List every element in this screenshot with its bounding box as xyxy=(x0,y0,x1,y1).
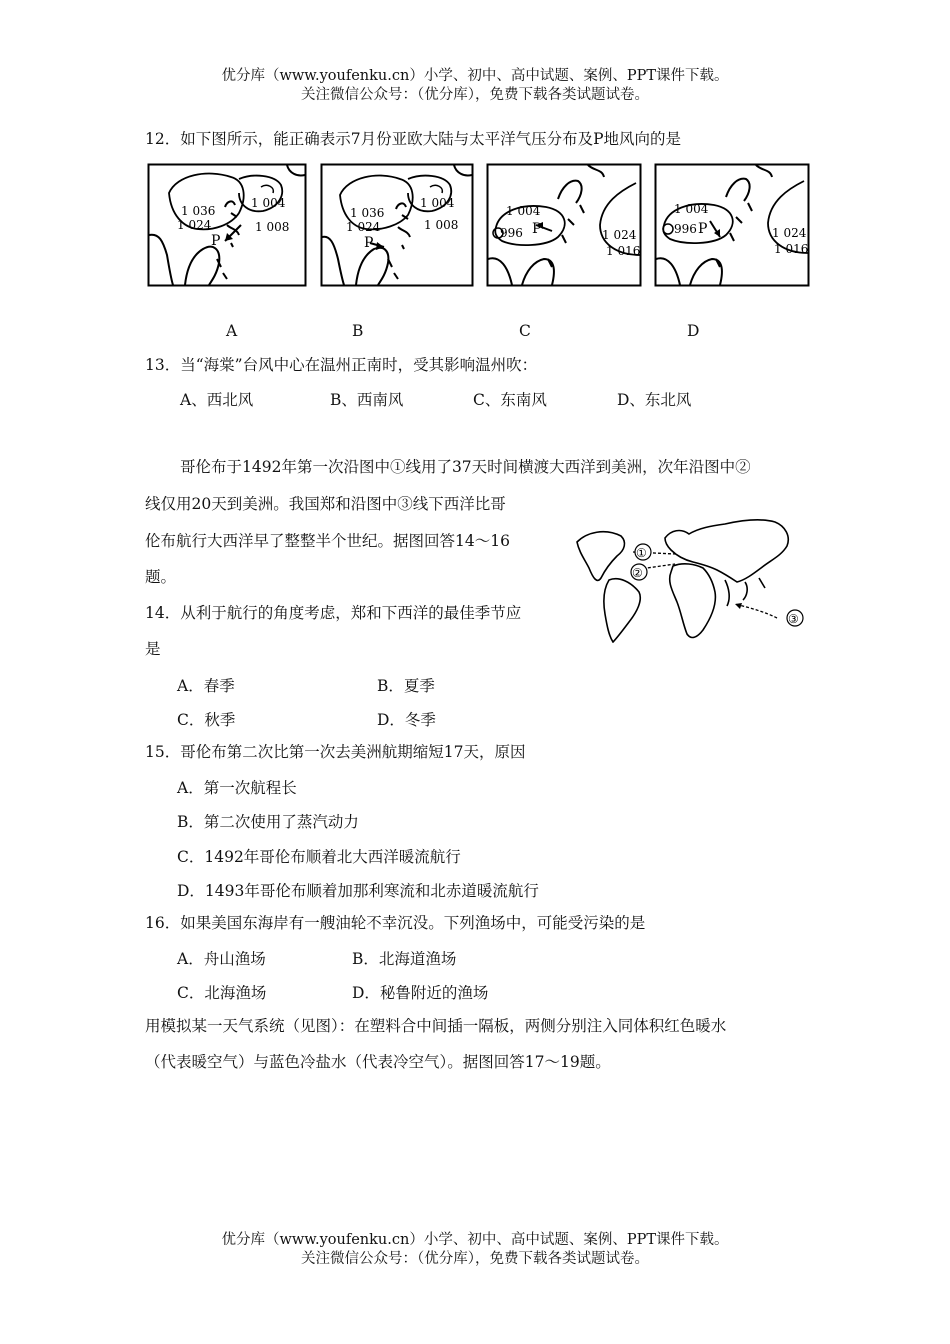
q14-option-b: B．夏季 xyxy=(377,677,435,695)
q16-option-c: C．北海渔场 xyxy=(177,984,267,1002)
map-a-label-2: 1 024 xyxy=(177,218,212,232)
map-b-label-p: P xyxy=(364,235,374,251)
q16-stem: 16．如果美国东海岸有一艘油轮不幸沉没。下列渔场中，可能受污染的是 xyxy=(145,914,646,932)
q13-option-d: D、东北风 xyxy=(617,391,692,409)
map-a-label-4: 1 008 xyxy=(255,220,290,234)
q15-stem: 15．哥伦布第二次比第一次去美洲航期缩短17天，原因 xyxy=(145,743,526,761)
passage-line-4: 题。 xyxy=(145,568,177,586)
q15-option-d: D．1493年哥伦布顺着加那利寒流和北赤道暖流航行 xyxy=(177,882,539,900)
map-letter-d: D xyxy=(687,322,700,340)
q15-option-c: C．1492年哥伦布顺着北大西洋暖流航行 xyxy=(177,848,461,866)
passage-line-3: 伦布航行大西洋早了整整半个世纪。据图回答14～16 xyxy=(145,532,510,550)
map-letter-a: A xyxy=(226,322,238,340)
header-line-2: 关注微信公众号：（优分库），免费下载各类试题试卷。 xyxy=(301,87,649,103)
q17-intro-line-1: 用模拟某一天气系统（见图）：在塑料合中间插一隔板，两侧分别注入同体积红色暖水 xyxy=(145,1017,727,1035)
map-d-label-1: 1 004 xyxy=(674,202,709,216)
map-d-label-p: P xyxy=(698,221,708,237)
q15-option-a: A．第一次航程长 xyxy=(177,779,297,797)
map-b-label-2: 1 024 xyxy=(346,220,381,234)
map-c-label-3: 1 024 xyxy=(602,228,637,242)
map-c-label-2: 996 xyxy=(500,226,523,240)
footer-line-2: 关注微信公众号：（优分库），免费下载各类试题试卷。 xyxy=(301,1251,649,1267)
passage-line-1: 哥伦布于1492年第一次沿图中①线用了37天时间横渡大西洋到美洲，次年沿图中② xyxy=(180,458,751,476)
pressure-map-a xyxy=(147,163,307,287)
q13-stem: 13．当“海棠”台风中心在温州正南时，受其影响温州吹： xyxy=(145,356,538,374)
route-label-3: ③ xyxy=(788,612,799,626)
route-label-1: ① xyxy=(636,546,647,560)
map-letter-c: C xyxy=(519,322,531,340)
map-a-label-1: 1 036 xyxy=(181,204,216,218)
pressure-map-b xyxy=(320,163,474,287)
q16-option-a: A．舟山渔场 xyxy=(177,950,266,968)
pressure-map-c xyxy=(486,163,642,287)
map-b-label-3: 1 004 xyxy=(420,196,455,210)
footer-line-1: 优分库（www.youfenku.cn）小学、初中、高中试题、案例、PPT课件下载。 xyxy=(221,1232,729,1248)
q14-stem-line-2: 是 xyxy=(145,640,161,658)
map-c-label-p: P xyxy=(532,221,542,237)
map-letter-b: B xyxy=(352,322,364,340)
map-d-label-4: 1 016 xyxy=(774,242,809,256)
q14-stem-line-1: 14．从利于航行的角度考虑，郑和下西洋的最佳季节应 xyxy=(145,604,522,622)
map-d-label-2: 996 xyxy=(674,222,697,236)
q16-option-b: B．北海道渔场 xyxy=(352,950,457,968)
q14-option-d: D．冬季 xyxy=(377,711,436,729)
map-d-label-3: 1 024 xyxy=(772,226,807,240)
q17-intro-line-2: （代表暖空气）与蓝色冷盐水（代表冷空气）。据图回答17～19题。 xyxy=(145,1053,611,1071)
pressure-map-d xyxy=(654,163,810,287)
map-b-label-4: 1 008 xyxy=(424,218,459,232)
passage-line-2: 线仅用20天到美洲。我国郑和沿图中③线下西洋比哥 xyxy=(145,495,506,513)
q14-option-c: C．秋季 xyxy=(177,711,236,729)
route-label-2: ② xyxy=(632,566,643,580)
q12-stem: 12．如下图所示，能正确表示7月份亚欧大陆与太平洋气压分布及P地风向的是 xyxy=(145,130,682,148)
q15-option-b: B．第二次使用了蒸汽动力 xyxy=(177,813,359,831)
header-line-1: 优分库（www.youfenku.cn）小学、初中、高中试题、案例、PPT课件下载。 xyxy=(221,68,729,84)
q13-option-b: B、西南风 xyxy=(330,391,404,409)
q13-option-a: A、西北风 xyxy=(180,391,254,409)
voyage-route-map xyxy=(575,508,805,643)
q13-option-c: C、东南风 xyxy=(473,391,547,409)
q14-option-a: A．春季 xyxy=(177,677,235,695)
map-c-label-4: 1 016 xyxy=(606,244,641,258)
map-a-label-p: P xyxy=(211,233,221,249)
map-c-label-1: 1 004 xyxy=(506,204,541,218)
map-b-label-1: 1 036 xyxy=(350,206,385,220)
q16-option-d: D．秘鲁附近的渔场 xyxy=(352,984,489,1002)
map-a-label-3: 1 004 xyxy=(251,196,286,210)
